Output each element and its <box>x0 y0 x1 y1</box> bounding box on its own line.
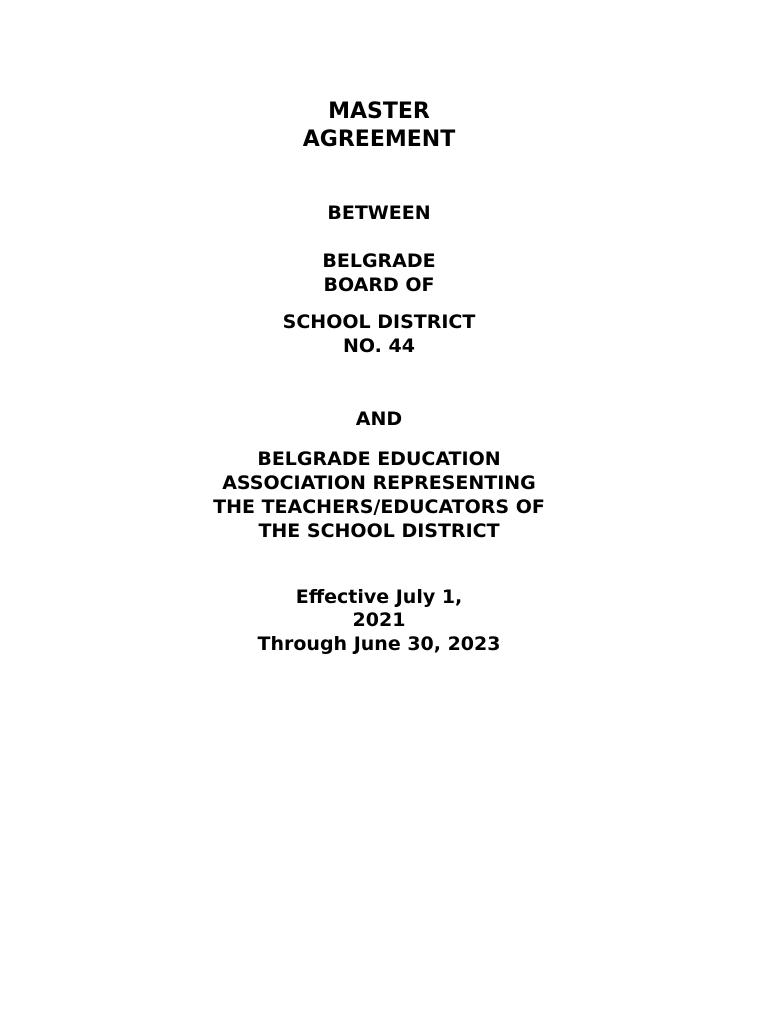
effective-line-3: Through June 30, 2023 <box>257 633 501 655</box>
party-two-line-1: BELGRADE EDUCATION <box>257 448 501 470</box>
and-label: AND <box>355 408 403 430</box>
effective-line-2: 2021 <box>352 609 406 631</box>
district-line-2: NO. 44 <box>343 335 415 357</box>
effective-line-1: Effective July 1, <box>295 586 463 608</box>
title-line-1: MASTER <box>328 99 430 124</box>
party-two-line-4: THE SCHOOL DISTRICT <box>258 520 500 542</box>
between-label: BETWEEN <box>327 202 431 224</box>
party-two-line-3: THE TEACHERS/EDUCATORS OF <box>213 496 545 518</box>
district-line-1: SCHOOL DISTRICT <box>282 311 476 333</box>
party-one-line-2: BOARD OF <box>323 274 435 296</box>
title-line-2: AGREEMENT <box>302 127 456 152</box>
party-two-line-2: ASSOCIATION REPRESENTING <box>222 472 536 494</box>
party-one-line-1: BELGRADE <box>322 250 436 272</box>
